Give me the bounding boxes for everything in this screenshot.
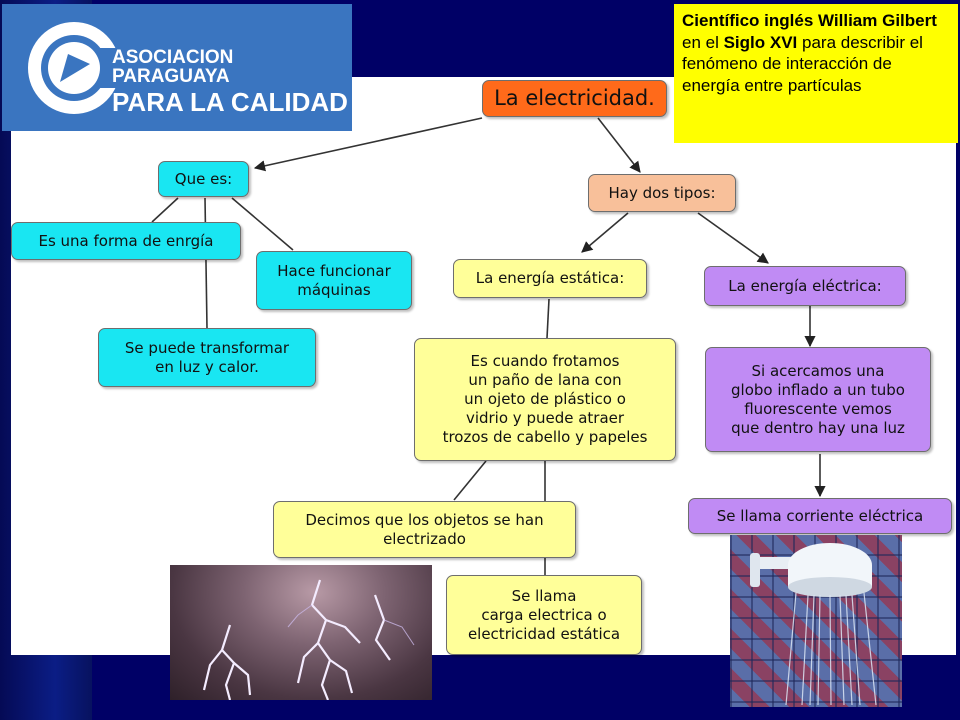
node-maquinas: Hace funcionar máquinas xyxy=(256,251,412,310)
node-transformar: Se puede transformar en luz y calor. xyxy=(98,328,316,387)
arrow-tipos-to-electrica xyxy=(698,213,768,263)
apc-logo xyxy=(2,4,352,131)
note-part-2: en el xyxy=(682,32,724,52)
lightning-bolt-icon xyxy=(170,565,432,700)
node-carga: Se llama carga electrica o electricidad estática xyxy=(446,575,642,655)
line-que-es-to-maquinas xyxy=(232,198,293,250)
note-part-4: para describir el fenómeno de interacción de energía entre partículas xyxy=(682,32,923,95)
electric-shower-photo xyxy=(730,535,902,707)
node-corriente: Se llama corriente eléctrica xyxy=(688,498,952,534)
logo-line-2: PARA LA CALIDAD xyxy=(112,87,348,117)
node-tipos: Hay dos tipos: xyxy=(588,174,736,212)
node-electrica: La energía eléctrica: xyxy=(704,266,906,306)
logo-mark-icon xyxy=(2,4,122,131)
line-frotamos-to-electrizado xyxy=(454,461,486,500)
line-que-es-to-forma xyxy=(152,198,178,222)
logo-wordmark xyxy=(112,48,352,115)
line-estatica-to-frotamos xyxy=(547,299,549,338)
arrow-root-to-tipos xyxy=(598,118,640,172)
node-electrizado: Decimos que los objetos se han electrizado xyxy=(273,501,576,558)
node-que-es: Que es: xyxy=(158,161,249,197)
node-frotamos: Es cuando frotamos un paño de lana con un ojeto de plástico o vidrio y puede atraer trozos de cabello y papeles xyxy=(414,338,676,461)
node-globo: Si acercamos una globo inflado a un tubo fluorescente vemos que dentro hay una luz xyxy=(705,347,931,452)
line-que-es-to-transformar xyxy=(205,198,207,328)
gilbert-note xyxy=(674,4,958,143)
node-forma-energia: Es una forma de enrgía xyxy=(11,222,241,260)
lightning-photo xyxy=(170,565,432,700)
node-estatica: La energía estática: xyxy=(453,259,647,298)
logo-line-1: ASOCIACION PARAGUAYA xyxy=(112,47,234,87)
note-part-3: Siglo XVI xyxy=(723,32,798,52)
arrow-tipos-to-estatica xyxy=(582,213,628,252)
node-root: La electricidad. xyxy=(482,80,667,117)
note-part-1: Científico inglés William Gilbert xyxy=(682,11,937,30)
shower-head-icon xyxy=(730,535,902,707)
